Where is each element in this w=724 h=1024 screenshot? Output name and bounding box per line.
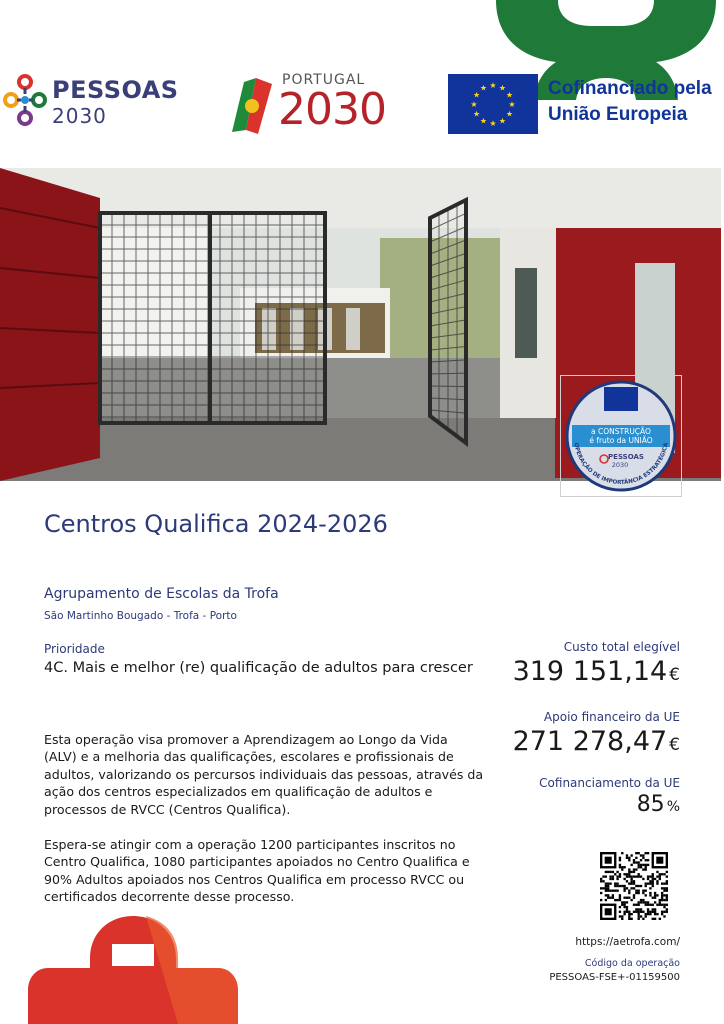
eu-star-icon: ★ (479, 116, 488, 126)
eu-cofinanced-line-2: União Europeia (548, 104, 688, 125)
eu-star-icon: ★ (489, 119, 497, 128)
eu-star-icon: ★ (472, 90, 481, 100)
seal-brand: PESSOAS (608, 453, 644, 461)
total-cost-unit: € (669, 665, 680, 685)
decorative-red-emblem (28, 908, 238, 1024)
eu-support-value (513, 726, 680, 757)
eu-cofinancing-unit: % (666, 799, 680, 815)
qr-code-icon[interactable] (600, 852, 668, 920)
total-cost-value (513, 656, 680, 687)
eu-support-unit: € (669, 735, 680, 755)
portugal-flag-ribbon-icon (228, 74, 276, 136)
seal-ring-text: OPERAÇÃO DE IMPORTÂNCIA ESTRATÉGICA (572, 442, 670, 487)
eu-star-icon: ★ (479, 83, 488, 93)
description-paragraph-2: Espera-se atingir com a operação 1200 participantes inscritos no Centro Qualifica, 1080 participantes apoiados no Centro Qualifica e 90% Adultos apoiados nos Centros Qualifica em processo RVCC ou certificados decorrente desse processo. (44, 837, 470, 905)
pessoas-symbol-icon (2, 74, 48, 134)
eu-cofinanced-line-1: Cofinanciado pela (548, 78, 712, 99)
eu-star-icon: ★ (505, 90, 514, 100)
eu-star-icon: ★ (470, 100, 478, 109)
pessoas-logo-year: 2030 (52, 104, 107, 128)
eu-support-amount: 271 278,47 (512, 726, 668, 757)
priority-label: Prioridade (44, 642, 105, 656)
portugal-2030-logo (228, 70, 398, 140)
eu-cofinancing-amount: 85 (636, 792, 665, 817)
organization-name: Agrupamento de Escolas da Trofa (44, 586, 279, 602)
operation-code-value: PESSOAS-FSE+-01159500 (549, 972, 680, 983)
eu-star-icon: ★ (508, 100, 516, 109)
priority-value: 4C. Mais e melhor (re) qualificação de adultos para crescer (44, 660, 473, 676)
website-link[interactable]: https://aetrofa.com/ (575, 936, 680, 948)
eu-star-icon: ★ (472, 109, 481, 119)
eu-star-icon: ★ (489, 81, 497, 90)
eu-cofinancing-label: Cofinanciamento da UE (539, 776, 680, 790)
seal-year: 2030 (611, 461, 629, 469)
organization-location: São Martinho Bougado - Trofa - Porto (44, 610, 237, 622)
portugal-logo-word: PORTUGAL (282, 72, 366, 88)
eu-support-label: Apoio financeiro da UE (543, 710, 680, 724)
eu-cofinanced-logo (448, 74, 724, 136)
eu-star-icon: ★ (505, 109, 514, 119)
description-paragraph-1: Esta operação visa promover a Aprendizagem ao Longo da Vida (ALV) e a melhoria das qualificações, escolares e profissionais de adultos, valorizando os percursos individuais das pessoas, através da ação dos centros especializados em qualificação de adultos e processos de RVCC (Centros Qualifica). (44, 732, 484, 817)
total-cost-amount: 319 151,14 (512, 656, 668, 687)
pessoas-logo-text: PESSOAS (52, 76, 179, 104)
eu-cofinancing-value (637, 792, 680, 817)
operation-code-label: Código da operação (584, 958, 680, 969)
total-cost-label: Custo total elegível (563, 640, 680, 654)
seal-line-2: é fruto da UNIÃO (589, 436, 653, 445)
eu-star-icon: ★ (498, 83, 507, 93)
eu-star-icon: ★ (498, 116, 507, 126)
portugal-logo-year: 2030 (278, 84, 386, 135)
pessoas-2030-logo (0, 70, 180, 140)
project-title: Centros Qualifica 2024-2026 (44, 510, 388, 538)
seal-line-1: a CONSTRUÇÃO (591, 427, 651, 436)
strategic-operation-seal (560, 375, 682, 497)
eu-flag-icon (448, 74, 538, 134)
